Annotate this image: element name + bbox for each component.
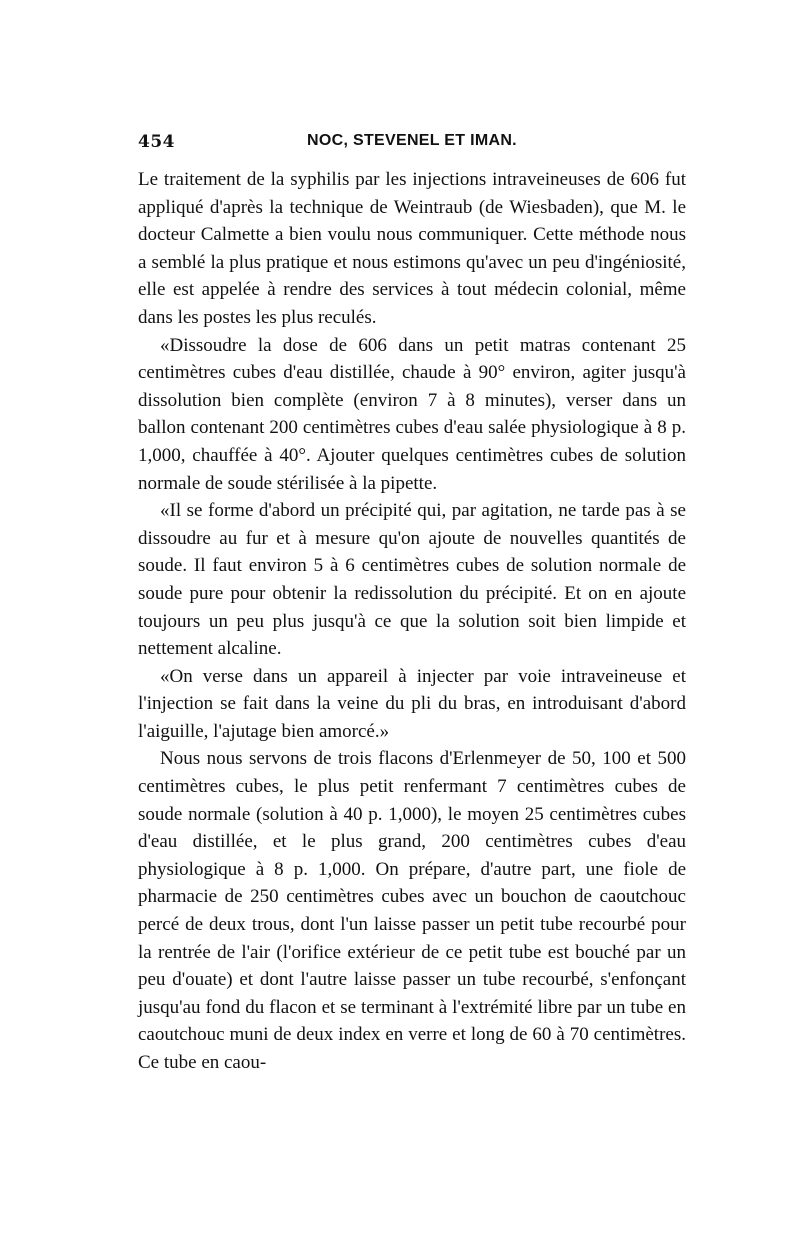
page-number: 454: [138, 132, 175, 152]
paragraph-quote-dissolve: «Dissoudre la dose de 606 dans un petit matras contenant 25 centimètres cubes d'eau distillée, chaude à 90° environ, agiter jusqu'à dissolution bien complète (environ 7 à 8 minutes), verser dans un ballon contenant 200 centimètres cubes d'eau salée physiologique à 8 p. 1,000, chauffée à 40°. Ajouter quelques centimètres cubes de solution normale de soude stérilisée à la pipette.: [138, 334, 686, 494]
running-title: NOC, STEVENEL ET IMAN.: [307, 132, 517, 149]
paragraph-intro: Le traitement de la syphilis par les injections intraveineuses de 606 fut appliqué d'après la technique de Weintraub (de Wiesbaden), que M. le docteur Calmette a bien voulu nous communiquer. Cette méthode nous a semblé la plus pratique et nous estimons qu'avec un peu d'ingéniosité, elle est appelée à rendre des services à tout médecin colonial, même dans les postes les plus reculés.: [138, 169, 686, 328]
paragraph-apparatus: Nous nous servons de trois flacons d'Erlenmeyer de 50, 100 et 500 centimètres cubes, le plus petit renfermant 7 centimètres cubes de soude normale (solution à 40 p. 1,000), le moyen 25 centimètres cubes d'eau distillée, et le plus grand, 200 centimètres cubes d'eau physiologique à 8 p. 1,000. On prépare, d'autre part, une fiole de pharmacie de 250 centimètres cubes avec un bouchon de caoutchouc percé de deux trous, dont l'un laisse passer un petit tube recourbé pour la rentrée de l'air (l'orifice extérieur de ce petit tube est bouché par un peu d'ouate) et dont l'autre laisse passer un tube recourbé, s'enfonçant jusqu'au fond du flacon et se terminant à l'extrémité libre par un tube en caoutchouc muni de deux index en verre et long de 60 à 70 centimètres. Ce tube en caou-: [138, 748, 686, 1073]
book-page: [138, 128, 686, 1077]
running-head: [138, 128, 686, 158]
paragraph-quote-injection: «On verse dans un appareil à injecter par voie intraveineuse et l'injection se fait dans la veine du pli du bras, en introduisant d'abord l'aiguille, l'ajutage bien amorcé.»: [138, 665, 686, 742]
body-text: [138, 166, 686, 1077]
paragraph-quote-precipitate: «Il se forme d'abord un précipité qui, par agitation, ne tarde pas à se dissoudre au fur et à mesure qu'on ajoute de nouvelles quantités de soude. Il faut environ 5 à 6 centimètres cubes de solution normale de soude pure pour obtenir la redissolution du précipité. Et on en ajoute toujours un peu plus jusqu'à ce que la solution soit bien limpide et nettement alcaline.: [138, 500, 686, 660]
